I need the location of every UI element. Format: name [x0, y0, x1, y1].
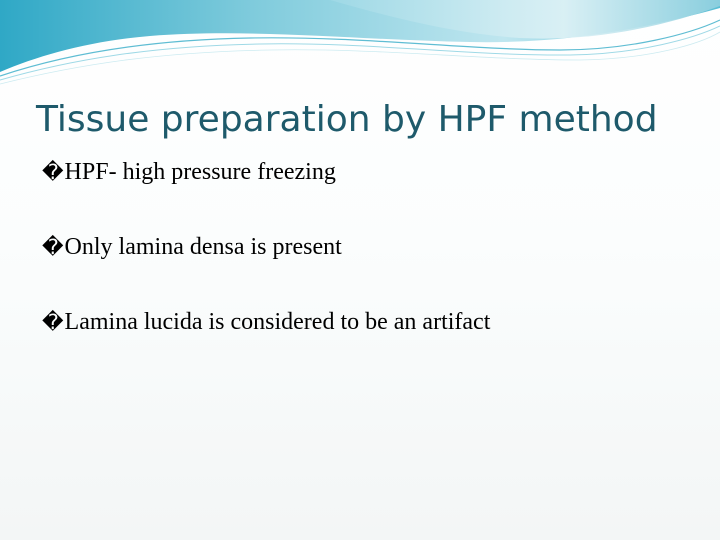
bullet-text: Lamina lucida is considered to be an artifact	[64, 308, 491, 335]
bullet-item	[42, 154, 692, 190]
bullet-list	[42, 154, 692, 379]
header-wave-decoration	[0, 0, 720, 90]
bullet-marker-icon: �	[42, 234, 64, 259]
slide-title: Tissue preparation by HPF method	[36, 99, 658, 140]
bullet-text: Only lamina densa is present	[64, 233, 342, 260]
bullet-item	[42, 304, 692, 340]
bullet-marker-icon: �	[42, 309, 64, 334]
bullet-item	[42, 229, 692, 265]
bullet-text: HPF- high pressure freezing	[64, 158, 336, 185]
bullet-marker-icon: �	[42, 159, 64, 184]
